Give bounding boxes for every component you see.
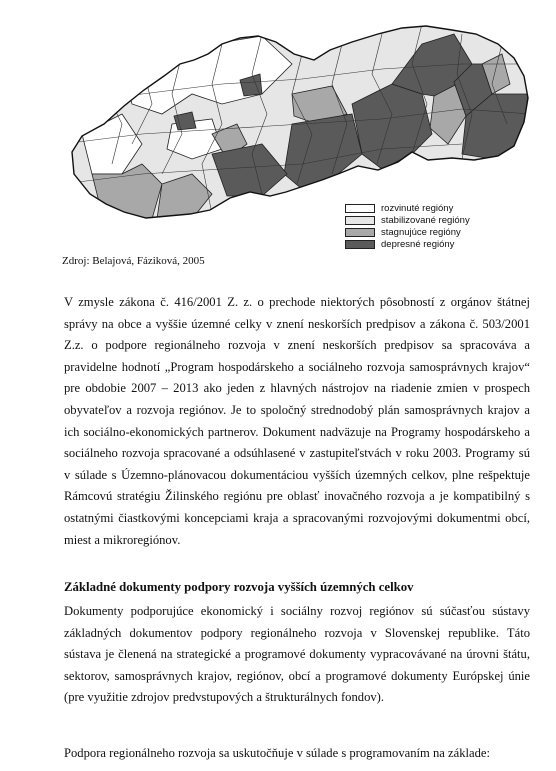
paragraph-text: V zmysle zákona č. 416/2001 Z. z. o prechode niektorých pôsobností z orgánov štátnej správy na obce a vyššie územné celky v znení neskorších predpisov a zákona č. 503/2001 Z.z. o podpore regionálneho rozvoja v znení neskorších predpisov sa spracováva a pravidelne hodnotí „Program hospodárskeho a sociálneho rozvoja samosprávnych krajov“ pre obdobie 2007 – 2013 ako jeden z hlavných nástrojov na riadenie zmien v prospech obyvateľov a rozvoja regiónov. Je to spoločný strednodobý plán samosprávnych krajov a ich sociálno-ekonomických partnerov. Dokument nadväzuje na Programy hospodárskeho a sociálneho rozvoja spracované a odsúhlasené v zastupiteľstvách v roku 2003. Programy sú v súlade s Územno-plánovacou dokumentáciou vyšších územných celkov, plne rešpektuje Rámcovú stratégiu Žilinského regiónu pre oblasť inovačného rozvoja a je kompatibilný s ostatnými čiastkovými koncepciami kraja a spracovanými rozvojovými dokumentmi obcí, miest a mikroregiónov. [64, 295, 530, 547]
map-legend [345, 203, 495, 251]
legend-swatch [345, 228, 375, 237]
legend-swatch [345, 216, 375, 225]
legend-swatch [345, 204, 375, 213]
legend-label: stagnujúce regióny [381, 227, 461, 238]
figure-source: Zdroj: Belajová, Fáziková, 2005 [62, 255, 205, 267]
legend-swatch [345, 240, 375, 249]
legend-label: depresné regióny [381, 239, 455, 250]
legend-label: rozvinuté regióny [381, 203, 454, 214]
paragraph-text: Dokumenty podporujúce ekonomický i sociálny rozvoj regiónov sú súčasťou sústavy základných dokumentov podpory regionálneho rozvoja v Slovenskej republike. Táto sústava je členená na strategické a programové dokumenty vypracovávané na úrovni štátu, sektorov, samosprávnych krajov, regiónov, obcí a programové dokumenty Európskej únie (pre využitie zdrojov predvstupových a štrukturálnych fondov). [64, 604, 530, 705]
slovakia-regions-map [62, 24, 530, 224]
body-paragraph-3 [64, 743, 530, 765]
body-paragraph-1 [64, 292, 530, 551]
legend-item [345, 215, 495, 226]
legend-label: stabilizované regióny [381, 215, 470, 226]
paragraph-text: Podpora regionálneho rozvoja sa uskutočňuje v súlade s programovaním na základe: [64, 746, 490, 760]
section-heading: Základné dokumenty podpory rozvoja vyšších územných celkov [64, 580, 414, 594]
legend-item [345, 239, 495, 250]
legend-item [345, 203, 495, 214]
body-paragraph-2 [64, 601, 530, 709]
legend-item [345, 227, 495, 238]
